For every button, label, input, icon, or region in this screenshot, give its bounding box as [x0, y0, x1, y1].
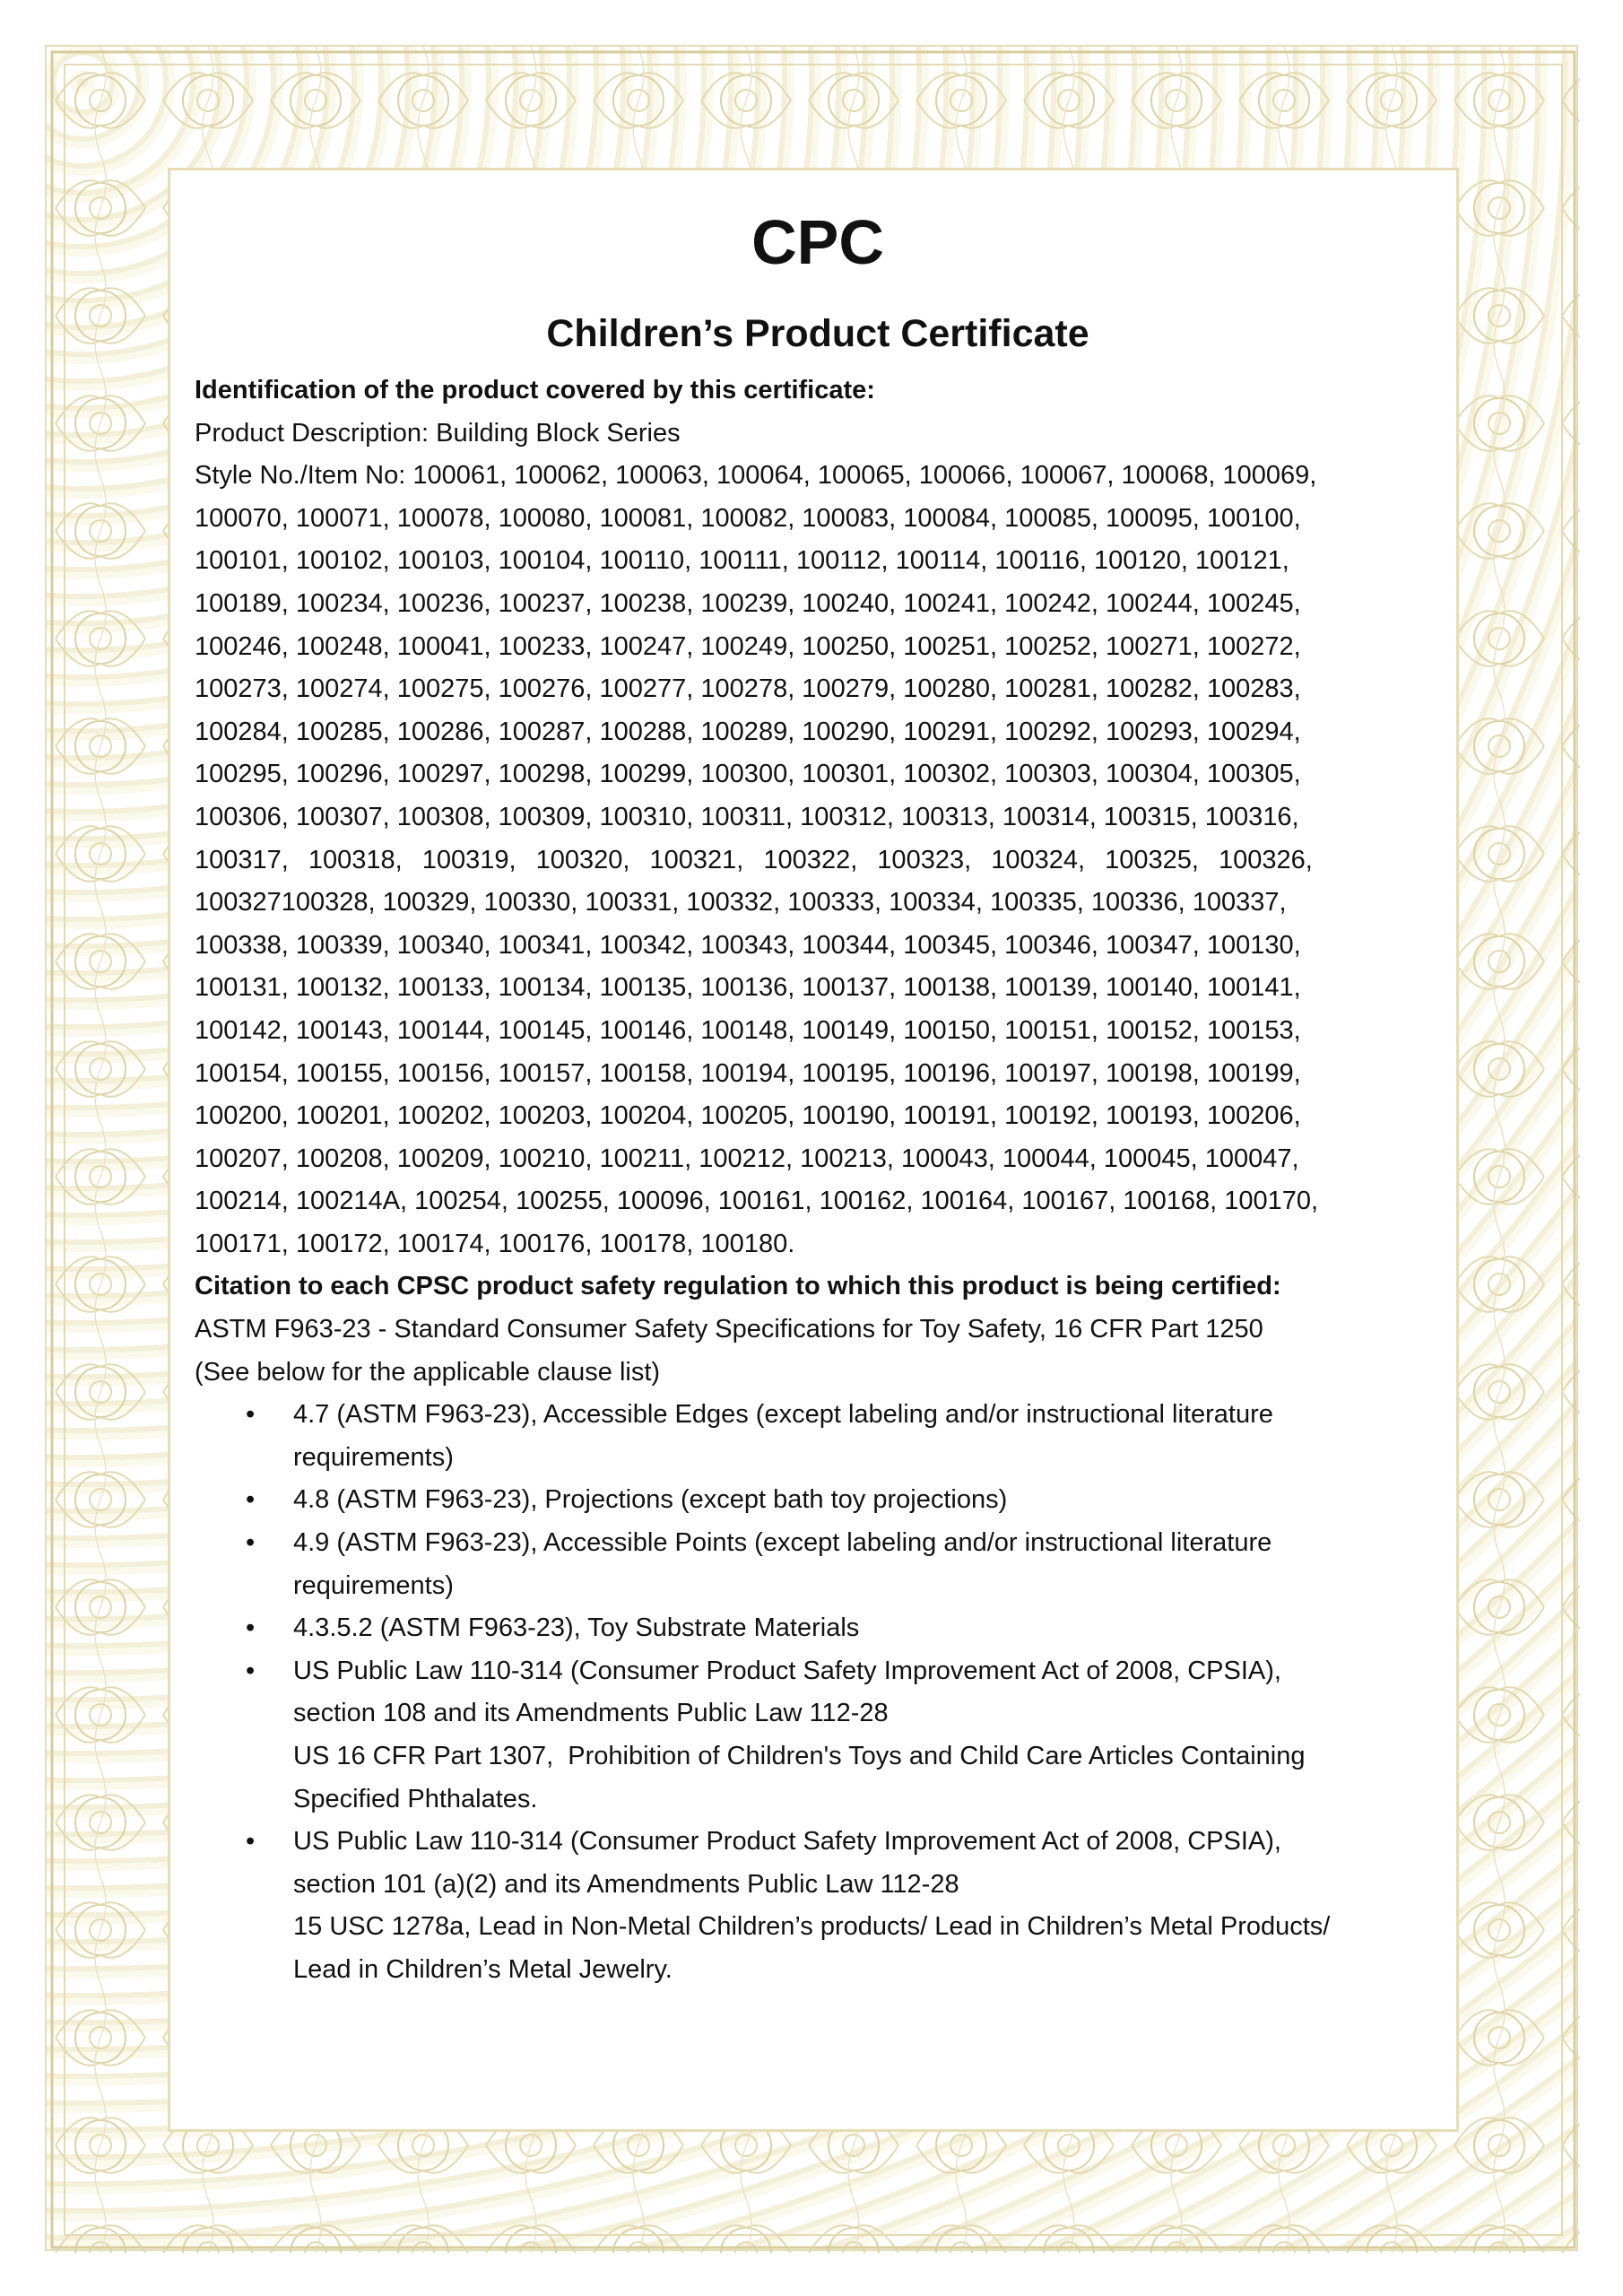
style-number-line: 100200, 100201, 100202, 100203, 100204, 100205, 100190, 100191, 100192, 100193, 100206, [195, 1101, 1301, 1131]
clause-line: Lead in Children’s Metal Jewelry. [293, 1954, 673, 1984]
style-number-line: 100131, 100132, 100133, 100134, 100135, 100136, 100137, 100138, 100139, 100140, 100141, [195, 973, 1301, 1003]
bullet-icon: • [246, 1485, 256, 1515]
bullet-icon: • [246, 1827, 256, 1857]
citation-text: ASTM F963-23 - Standard Consumer Safety Specifications for Toy Safety, 16 CFR Part 1250 [195, 1315, 1263, 1344]
bullet-icon: • [246, 1613, 256, 1643]
clause-line: section 101 (a)(2) and its Amendments Public Law 112-28 [293, 1869, 959, 1899]
citation-heading: Citation to each CPSC product safety regulation to which this product is being certified: [195, 1272, 1281, 1301]
style-number-list [195, 455, 1441, 1265]
clause-line: 4.7 (ASTM F963-23), Accessible Edges (except labeling and/or instructional literature [293, 1400, 1273, 1430]
style-number-line: 100273, 100274, 100275, 100276, 100277, 100278, 100279, 100280, 100281, 100282, 100283, [195, 674, 1301, 704]
clause-line: US Public Law 110-314 (Consumer Product Safety Improvement Act of 2008, CPSIA), [293, 1827, 1281, 1857]
clause-line: Specified Phthalates. [293, 1784, 538, 1813]
style-number-line: 100070, 100071, 100078, 100080, 100081, 100082, 100083, 100084, 100085, 100095, 100100, [195, 503, 1301, 533]
clause-item [195, 1821, 1441, 1991]
certificate-subtitle: Children’s Product Certificate [546, 312, 1089, 355]
style-number-line: 100214, 100214A, 100254, 100255, 100096, 100161, 100162, 100164, 100167, 100168, 100170, [195, 1187, 1319, 1216]
style-number-line: 100306, 100307, 100308, 100309, 100310, 100311, 100312, 100313, 100314, 100315, 100316, [195, 802, 1299, 831]
style-number-line: 100142, 100143, 100144, 100145, 100146, 100148, 100149, 100150, 100151, 100152, 100153, [195, 1015, 1301, 1045]
style-number-line: 100171, 100172, 100174, 100176, 100178, 100180. [195, 1229, 795, 1258]
style-number-line: Style No./Item No: 100061, 100062, 100063, 100064, 100065, 100066, 100067, 100068, 100069, [195, 461, 1317, 491]
clause-item [195, 1607, 1441, 1650]
clause-line: US Public Law 110-314 (Consumer Product Safety Improvement Act of 2008, CPSIA), [293, 1656, 1281, 1685]
style-number-line: 100338, 100339, 100340, 100341, 100342, 100343, 100344, 100345, 100346, 100347, 100130, [195, 930, 1301, 960]
style-number-line: 100327100328, 100329, 100330, 100331, 100332, 100333, 100334, 100335, 100336, 100337, [195, 888, 1287, 918]
identification-heading: Identification of the product covered by this certificate: [195, 376, 875, 404]
clause-line: requirements) [293, 1570, 454, 1600]
clause-line: 4.8 (ASTM F963-23), Projections (except bath toy projections) [293, 1485, 1008, 1515]
product-description: Product Description: Building Block Series [195, 418, 681, 448]
certificate-title: CPC [751, 207, 884, 277]
clause-list [195, 1394, 1441, 1991]
clause-line: 4.9 (ASTM F963-23), Accessible Points (except labeling and/or instructional literature [293, 1528, 1272, 1558]
style-number-line: 100207, 100208, 100209, 100210, 100211, 100212, 100213, 100043, 100044, 100045, 100047, [195, 1144, 1299, 1173]
style-number-line: 100284, 100285, 100286, 100287, 100288, 100289, 100290, 100291, 100292, 100293, 100294, [195, 717, 1301, 746]
bullet-icon: • [246, 1528, 256, 1558]
style-number-line: 100295, 100296, 100297, 100298, 100299, 100300, 100301, 100302, 100303, 100304, 100305, [195, 760, 1301, 789]
style-number-line: 100317, 100318, 100319, 100320, 100321, 100322, 100323, 100324, 100325, 100326, [195, 845, 1313, 874]
clause-item [195, 1394, 1441, 1479]
bullet-icon: • [246, 1656, 256, 1685]
clause-item [195, 1479, 1441, 1522]
clause-line: 4.3.5.2 (ASTM F963-23), Toy Substrate Materials [293, 1613, 860, 1643]
certificate-content [195, 197, 1441, 1992]
bullet-icon: • [246, 1400, 256, 1430]
clause-line: US 16 CFR Part 1307, Prohibition of Children's Toys and Child Care Articles Containing [293, 1742, 1306, 1770]
clause-line: requirements) [293, 1442, 454, 1472]
clause-line: 15 USC 1278a, Lead in Non-Metal Children’s products/ Lead in Children’s Metal Products/ [293, 1912, 1331, 1942]
style-number-line: 100154, 100155, 100156, 100157, 100158, 100194, 100195, 100196, 100197, 100198, 100199, [195, 1058, 1301, 1088]
clause-line: section 108 and its Amendments Public Law 112-28 [293, 1699, 889, 1728]
citation-note: (See below for the applicable clause list) [195, 1357, 661, 1387]
style-number-line: 100246, 100248, 100041, 100233, 100247, 100249, 100250, 100251, 100252, 100271, 100272, [195, 631, 1301, 661]
style-number-line: 100101, 100102, 100103, 100104, 100110, 100111, 100112, 100114, 100116, 100120, 100121, [195, 546, 1289, 576]
clause-item [195, 1522, 1441, 1607]
clause-item [195, 1650, 1441, 1821]
style-number-line: 100189, 100234, 100236, 100237, 100238, 100239, 100240, 100241, 100242, 100244, 100245, [195, 588, 1301, 618]
